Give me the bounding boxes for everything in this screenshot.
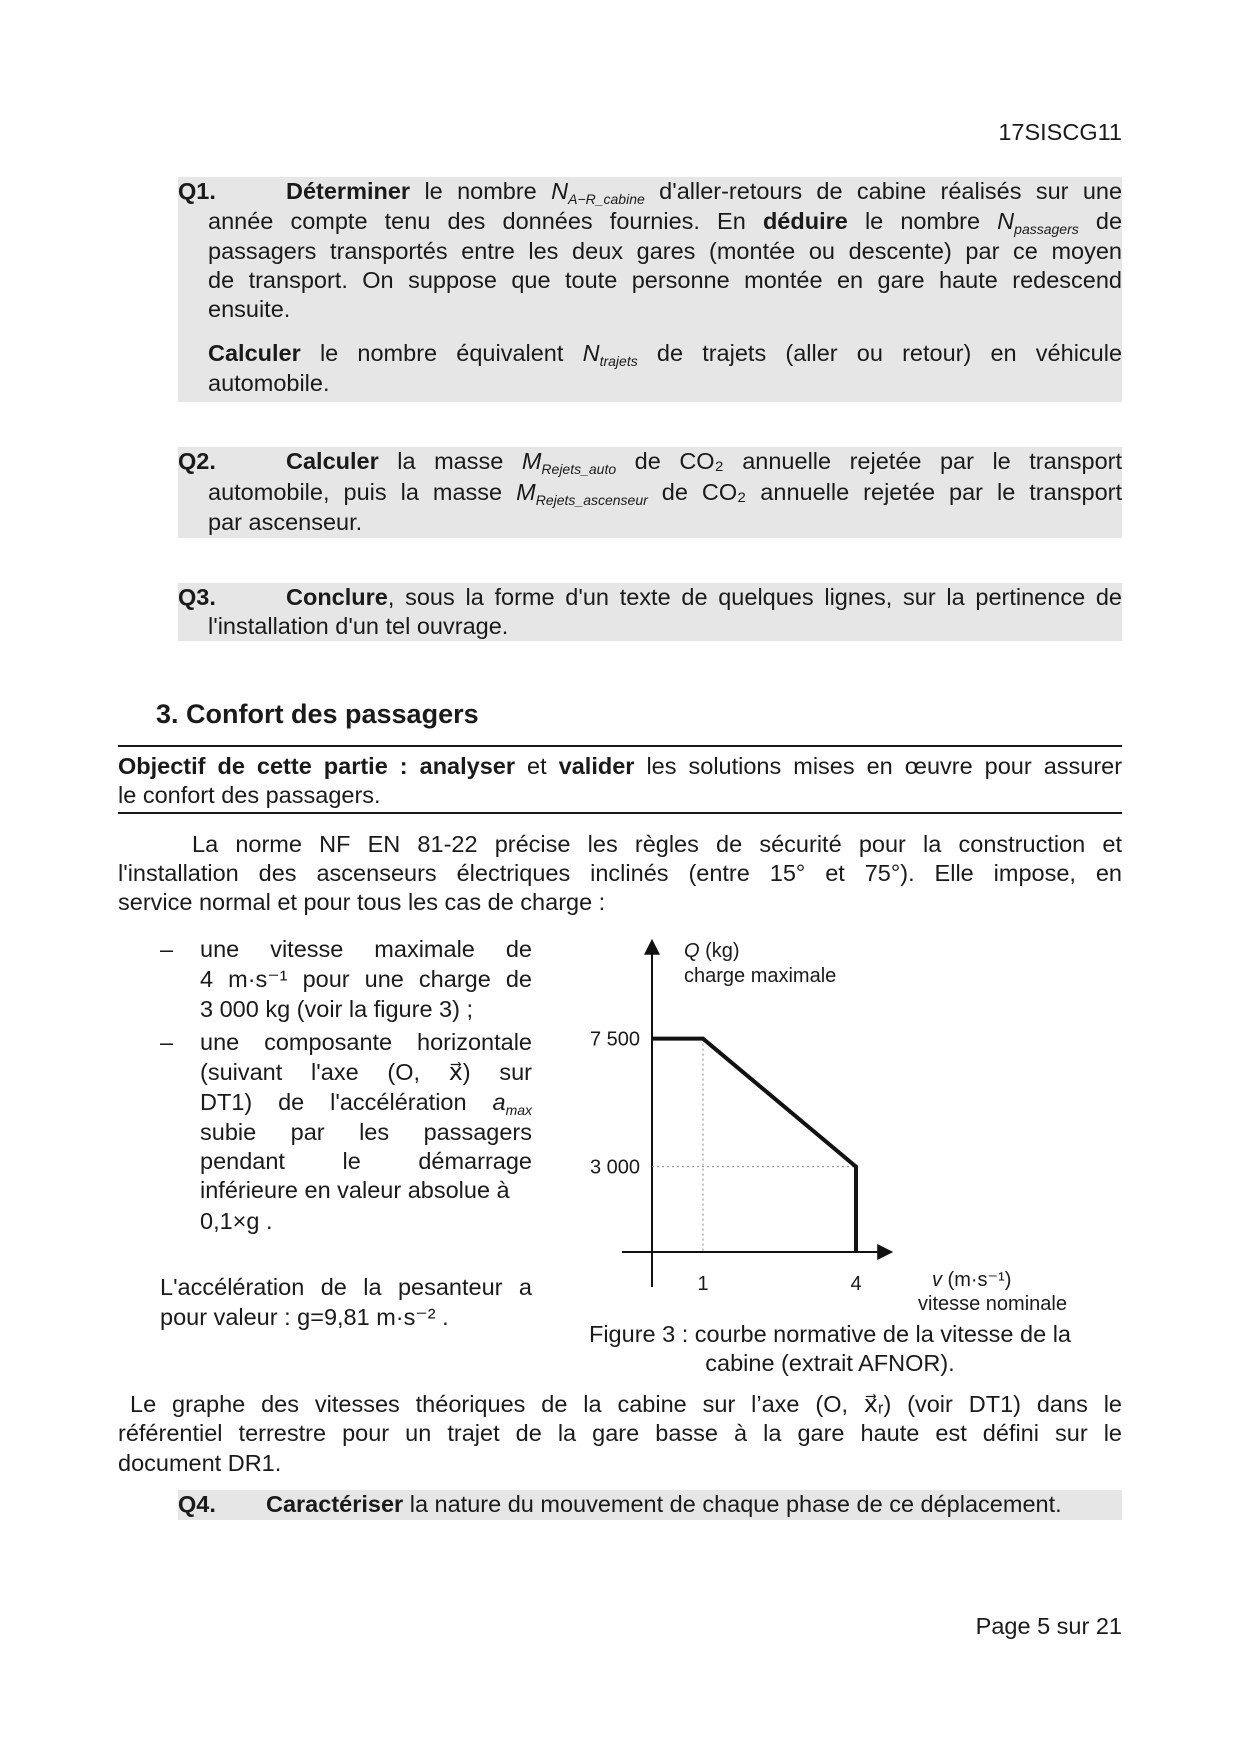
- bullet-dash: –: [160, 936, 174, 962]
- page-number: Page 5 sur 21: [975, 1613, 1122, 1639]
- chart-axes: [622, 942, 890, 1287]
- norme-line-3: service normal et pour tous les cas de charge :: [118, 889, 606, 915]
- question-q2: [178, 447, 1122, 538]
- q1-line-7: automobile.: [208, 370, 330, 396]
- q2-line-2: automobile, puis la masse $M_{Rejets\_ascenseur}$ de CO₂ annuelle rejetée par le transport: [208, 479, 1123, 508]
- document-code: 17SISCG11: [998, 119, 1122, 145]
- q2-line-3: par ascenseur.: [208, 509, 363, 535]
- question-q1: [178, 177, 1122, 402]
- bullet-2-line-5: pendant le démarrage: [200, 1148, 532, 1174]
- divider: [118, 745, 1122, 747]
- q3-line-2: l'installation d'un tel ouvrage.: [208, 613, 509, 639]
- figure-caption-line-2: cabine (extrait AFNOR).: [705, 1350, 955, 1376]
- bullet-1-line-1: une vitesse maximale de: [200, 936, 532, 962]
- question-q3: [178, 583, 1122, 641]
- bullet-1-line-3: 3 000 kg (voir la figure 3) ;: [200, 996, 473, 1022]
- bullet-2-line-2: (suivant l'axe (O, x⃗) sur: [200, 1059, 532, 1085]
- divider: [118, 812, 1122, 814]
- q3-line-1: Conclure, sous la forme d'un texte de quelques lignes, sur la pertinence de: [286, 584, 1122, 610]
- question-number: Q3.: [178, 584, 216, 610]
- q2-line-1: Calculer la masse $M_{Rejets\_auto}$ de CO₂ annuelle rejetée par le transport: [286, 448, 1123, 477]
- x-tick-label: 4: [850, 1273, 862, 1295]
- x-axis-label: v (m·s⁻¹): [932, 1269, 1012, 1291]
- bullet-1-line-2: 4 m·s⁻¹ pour une charge de: [200, 966, 532, 992]
- question-number: Q1.: [178, 178, 216, 204]
- figure-caption-line-1: Figure 3 : courbe normative de la vitesse de la: [588, 1321, 1071, 1347]
- bullet-2-line-7: 0,1×g .: [200, 1208, 273, 1234]
- graph-text-line-2: référentiel terrestre pour un trajet de la gare basse à la gare haute est défini sur le: [118, 1420, 1122, 1446]
- question-q4: [178, 1490, 1122, 1520]
- q1-line-3: passagers transportés entre les deux gares (montée ou descente) par ce moyen: [208, 238, 1122, 264]
- bullet-2-line-1: une composante horizontale: [200, 1029, 532, 1055]
- series-line: [652, 1039, 856, 1252]
- graph-text-line-3: document DR1.: [118, 1450, 282, 1476]
- y-axis-description: charge maximale: [684, 965, 837, 987]
- graph-text-line-1: Le graphe des vitesses théoriques de la cabine sur l’axe (O, x⃗ᵣ) (voir DT1) dans le: [130, 1391, 1122, 1417]
- gravity-line-1: L'accélération de la pesanteur a: [160, 1274, 532, 1300]
- q1-line-4: de transport. On suppose que toute personne montée en gare haute redescend: [208, 267, 1122, 293]
- objective-line-2: le confort des passagers.: [118, 782, 381, 808]
- q1-line-1: Déterminer le nombre $N_{A-R\_cabine}$ d'aller-retours de cabine réalisés sur une: [286, 178, 1123, 207]
- x-axis-description: vitesse nominale: [918, 1293, 1067, 1310]
- objective-line-1: Objectif de cette partie : analyser et valider les solutions mises en œuvre pour assurer: [118, 753, 1123, 779]
- question-number: Q4.: [178, 1491, 216, 1517]
- bullet-2-line-3: DT1) de l'accélération $a_{max}$: [200, 1089, 533, 1118]
- bullet-dash: –: [160, 1029, 174, 1055]
- q1-line-2: année compte tenu des données fournies. En déduire le nombre $N_{passagers}$ de: [208, 208, 1123, 237]
- norme-line-1: La norme NF EN 81-22 précise les règles de sécurité pour la construction et: [192, 831, 1122, 857]
- question-number: Q2.: [178, 448, 216, 474]
- q1-line-5: ensuite.: [208, 296, 291, 322]
- bullet-2-line-4: subie par les passagers: [200, 1119, 532, 1145]
- y-axis-label: Q (kg): [684, 940, 740, 962]
- load-speed-chart: [560, 930, 1120, 1310]
- q1-line-6: Calculer le nombre équivalent $N_{trajets}$ de trajets (aller ou retour) en véhicule: [208, 340, 1123, 369]
- y-tick-label: 3 000: [589, 1156, 640, 1179]
- chart-series: [652, 1039, 856, 1252]
- section-title: 3. Confort des passagers: [156, 699, 479, 729]
- q4-line-1: Caractériser la nature du mouvement de chaque phase de ce déplacement.: [266, 1491, 1062, 1517]
- chart-guides: [652, 1039, 856, 1252]
- x-tick-label: 1: [697, 1273, 709, 1295]
- bullet-2-line-6: inférieure en valeur absolue à: [200, 1177, 510, 1203]
- y-tick-label: 7 500: [589, 1028, 640, 1051]
- gravity-line-2: pour valeur : g=9,81 m·s⁻² .: [160, 1304, 449, 1330]
- norme-line-2: l'installation des ascenseurs électriques inclinés (entre 15° et 75°). Elle impose, en: [118, 860, 1122, 886]
- chart-labels: [590, 940, 1067, 1310]
